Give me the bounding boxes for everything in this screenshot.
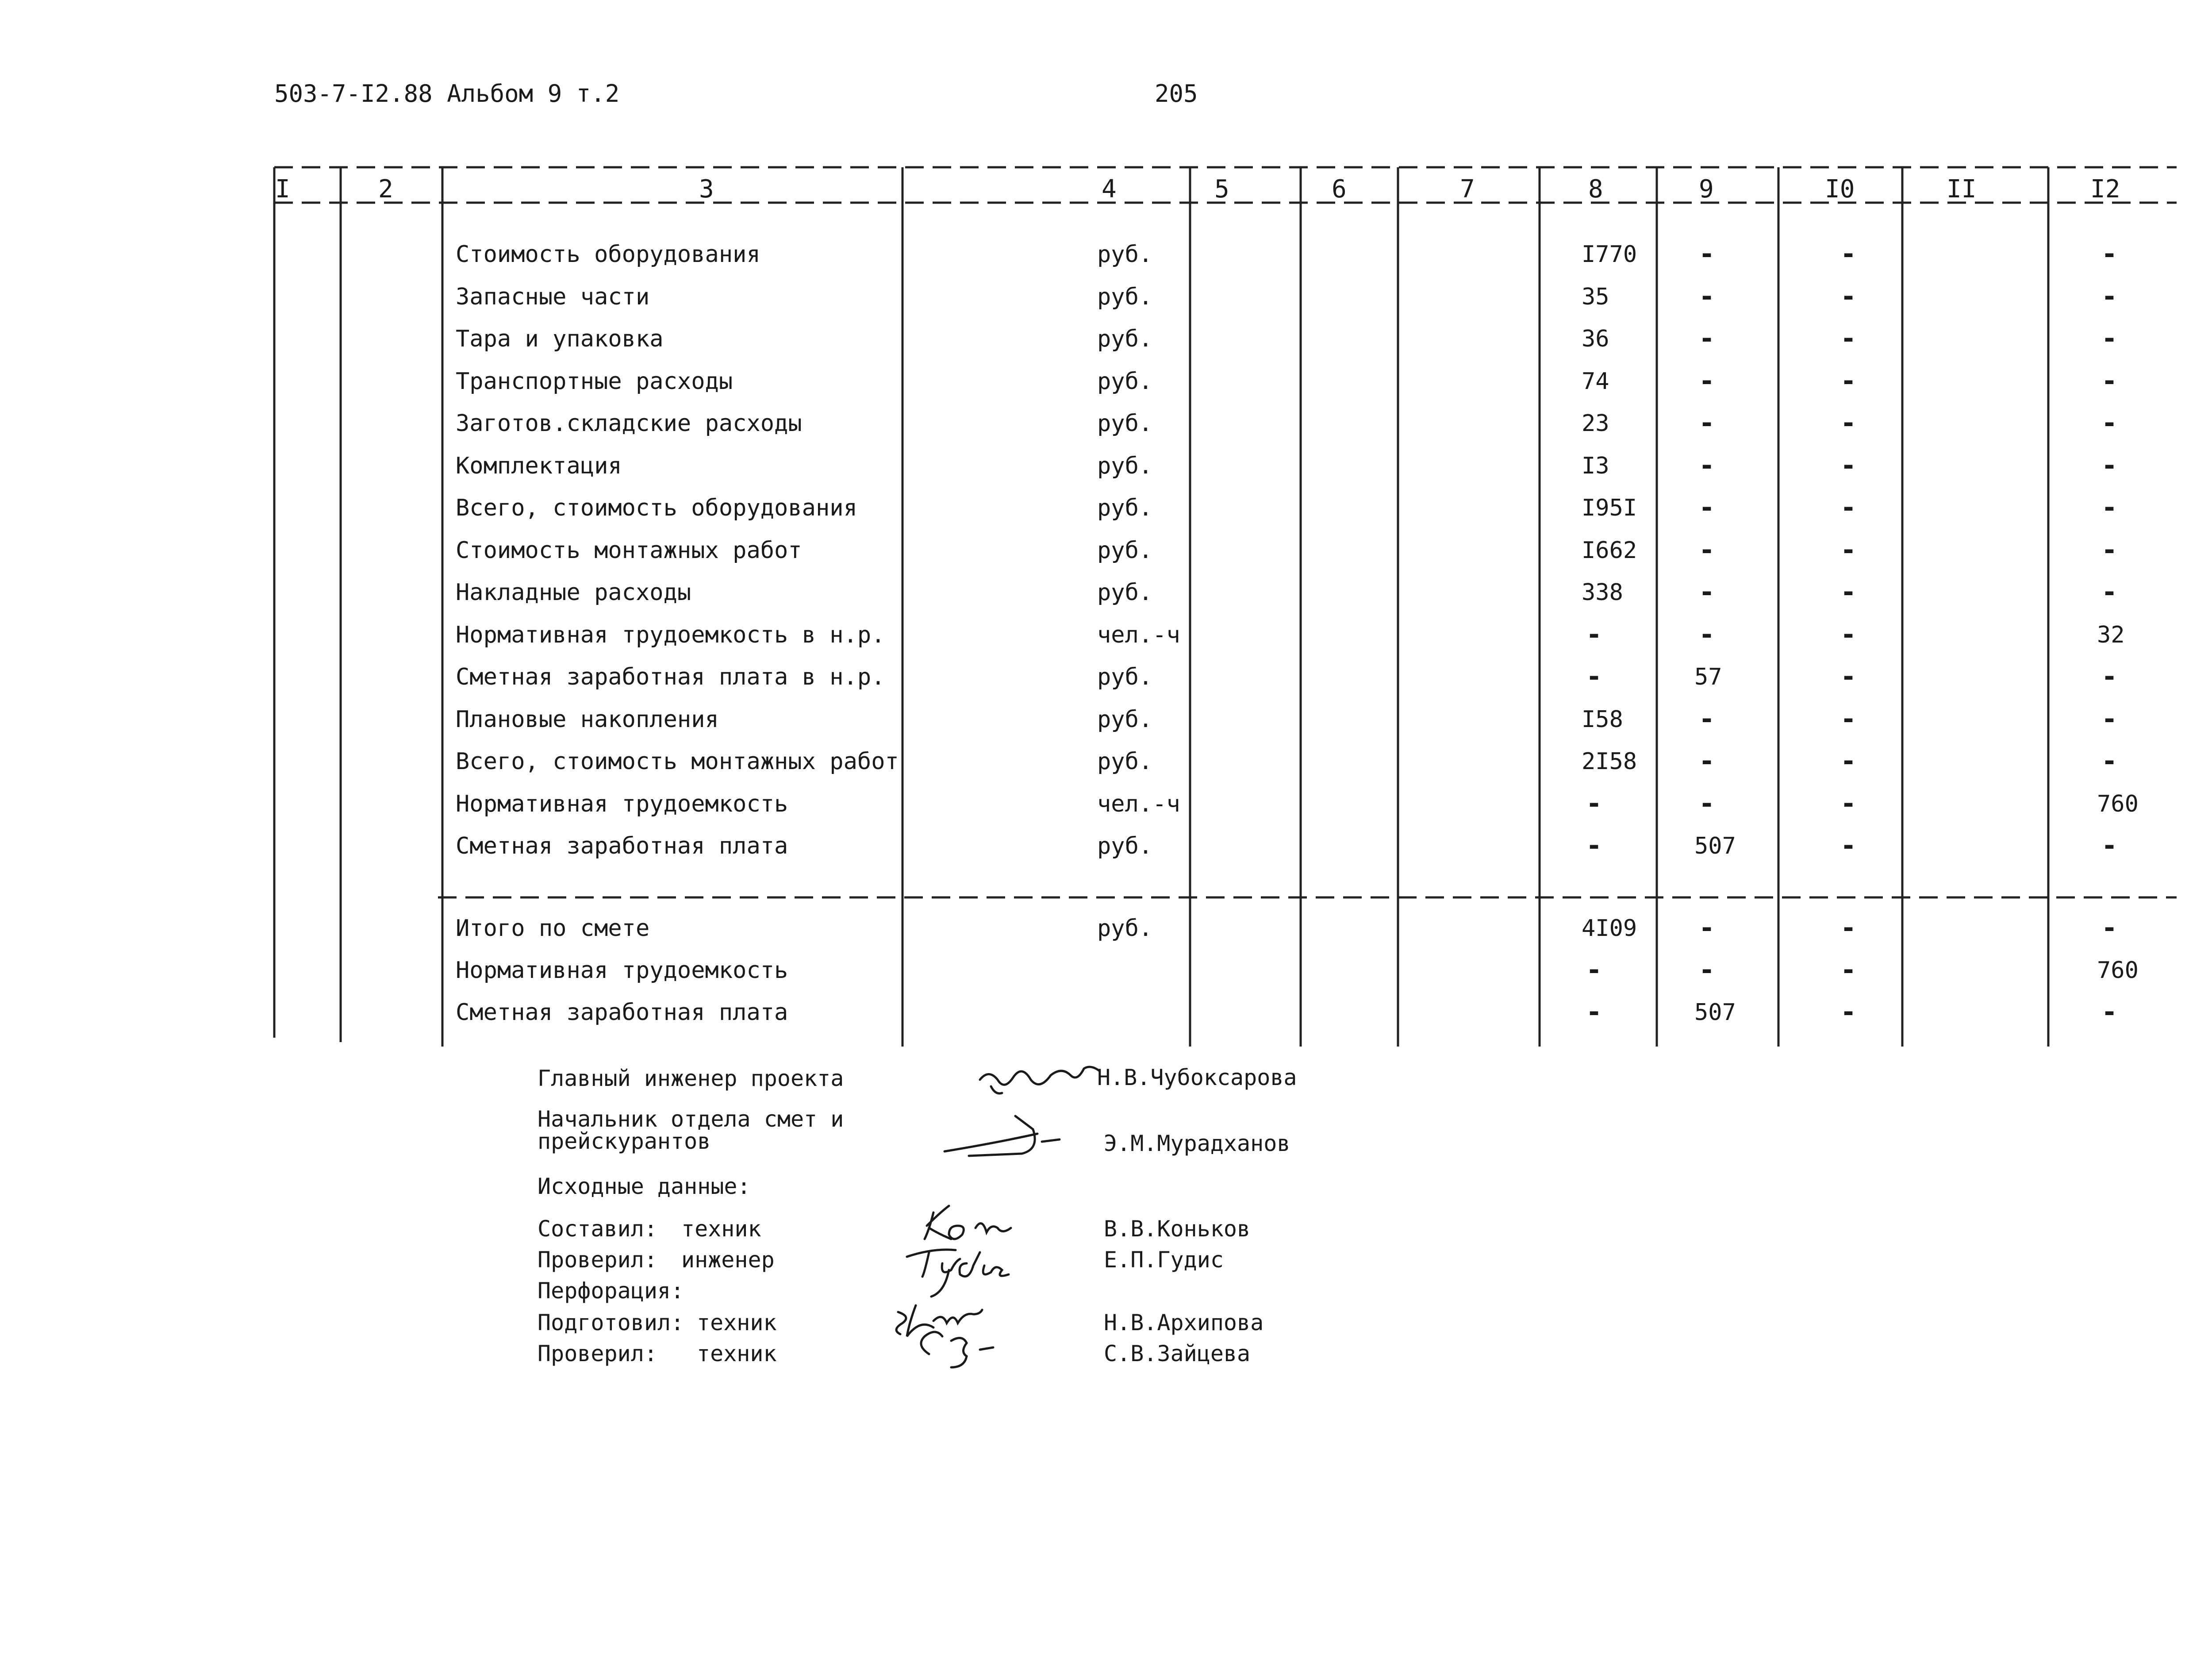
row-unit: руб. (1097, 283, 1153, 310)
row-col9: - (1699, 408, 1715, 439)
row-col10: - (1840, 997, 1857, 1027)
checked2-label: Проверил: (538, 1341, 657, 1366)
row-col8: I3 (1582, 452, 1609, 479)
col-header-6: 6 (1332, 175, 1347, 204)
row-unit: руб. (1097, 495, 1153, 521)
row-unit: руб. (1097, 706, 1153, 733)
row-unit: руб. (1097, 579, 1153, 606)
checked2-role: техник (697, 1341, 777, 1366)
row-col8: I95I (1582, 495, 1637, 521)
row-col10: - (1840, 577, 1857, 608)
row-unit: руб. (1097, 537, 1153, 564)
col-header-2: 2 (378, 175, 393, 204)
row-name: Тара и упаковка (456, 326, 664, 352)
col-header-3: 3 (699, 175, 714, 204)
chief-engineer-name: Н.В.Чубоксарова (1097, 1065, 1297, 1090)
document-code: 503-7-I2.88 Альбом 9 т.2 (274, 80, 620, 108)
row-name: Запасные части (456, 283, 650, 310)
col-header-5: 5 (1214, 175, 1229, 204)
row-col12: - (2101, 830, 2118, 861)
row-name: Итого по смете (456, 915, 650, 942)
row-col12: - (2101, 577, 2118, 608)
checked1-role: инженер (681, 1247, 775, 1273)
compiled-role: техник (681, 1216, 761, 1242)
row-col10: - (1840, 830, 1857, 861)
prepared-role: техник (697, 1310, 777, 1335)
dept-head-name: Э.М.Мурадханов (1104, 1131, 1290, 1156)
col-header-7: 7 (1460, 175, 1475, 204)
row-unit: руб. (1097, 410, 1153, 437)
row-col8: - (1586, 788, 1602, 819)
row-col8: 23 (1582, 410, 1609, 437)
row-name: Сметная заработная плата в н.р. (456, 664, 885, 690)
signature-compiled (925, 1206, 1011, 1239)
row-col12: - (2101, 661, 2118, 692)
row-col9: - (1699, 492, 1715, 523)
signature-chief-engineer (980, 1067, 1099, 1085)
chief-engineer-label: Главный инженер проекта (538, 1066, 844, 1091)
row-col9: - (1699, 281, 1715, 312)
row-unit: руб. (1097, 748, 1153, 775)
row-col8: - (1586, 954, 1602, 985)
row-col8: 74 (1582, 368, 1609, 395)
row-name: Накладные расходы (456, 579, 691, 606)
row-unit: чел.-ч (1097, 790, 1180, 817)
row-col10: - (1840, 703, 1857, 735)
row-col10: - (1840, 534, 1857, 566)
row-col10: - (1840, 450, 1857, 481)
signature-prepared (896, 1305, 982, 1336)
row-name: Плановые накопления (456, 706, 719, 733)
row-col12: - (2101, 997, 2118, 1027)
row-col9: - (1699, 619, 1715, 650)
row-name: Нормативная трудоемкость (456, 790, 788, 817)
row-col9: - (1699, 534, 1715, 566)
row-col10: - (1840, 912, 1857, 943)
row-col10: - (1840, 954, 1857, 985)
row-name: Сметная заработная плата (456, 833, 788, 859)
row-col9: 57 (1694, 664, 1722, 690)
row-unit: руб. (1097, 915, 1153, 942)
row-col10: - (1840, 323, 1857, 354)
row-col9: - (1699, 703, 1715, 735)
row-col9: 507 (1694, 999, 1736, 1026)
row-col12: - (2101, 912, 2118, 943)
row-col9: - (1699, 577, 1715, 608)
row-col10: - (1840, 239, 1857, 269)
row-col9: - (1699, 788, 1715, 819)
row-name: Стоимость монтажных работ (456, 537, 802, 564)
row-col12: - (2101, 492, 2118, 523)
row-name: Нормативная трудоемкость (456, 957, 788, 984)
row-col9: - (1699, 912, 1715, 943)
col-header-9: 9 (1699, 175, 1714, 204)
row-col8: 2I58 (1582, 748, 1637, 775)
row-col12: - (2101, 239, 2118, 269)
col-header-12: I2 (2090, 175, 2120, 204)
col-header-11: II (1947, 175, 1977, 204)
checked1-label: Проверил: (538, 1247, 657, 1273)
row-col8: - (1586, 619, 1602, 650)
row-col8: - (1586, 830, 1602, 861)
signature-dept-head (945, 1116, 1060, 1156)
row-col8: 35 (1582, 283, 1609, 310)
row-col10: - (1840, 788, 1857, 819)
dept-head-label-line1: Начальник отдела смет и (538, 1106, 844, 1132)
row-unit: руб. (1097, 452, 1153, 479)
col-header-8: 8 (1588, 175, 1603, 204)
col-header-4: 4 (1102, 175, 1117, 204)
prepared-label: Подготовил: (538, 1310, 684, 1335)
row-col8: 36 (1582, 326, 1609, 352)
row-col12: - (2101, 408, 2118, 439)
checked2-name: С.В.Зайцева (1104, 1341, 1251, 1366)
row-name: Всего, стоимость оборудования (456, 495, 857, 521)
row-col10: - (1840, 492, 1857, 523)
row-col12: 32 (2097, 621, 2125, 648)
row-name: Транспортные расходы (456, 368, 733, 395)
row-unit: чел.-ч (1097, 621, 1180, 648)
row-col9: - (1699, 239, 1715, 269)
row-col9: - (1699, 365, 1715, 396)
signature-checked2 (921, 1332, 993, 1367)
row-col10: - (1840, 408, 1857, 439)
row-col10: - (1840, 281, 1857, 312)
row-col12: - (2101, 746, 2118, 777)
prepared-name: Н.В.Архипова (1104, 1310, 1264, 1335)
row-col9: - (1699, 954, 1715, 985)
compiled-label: Составил: (538, 1216, 657, 1242)
perforation-label: Перфорация: (538, 1278, 684, 1304)
row-col12: 760 (2097, 790, 2139, 817)
row-unit: руб. (1097, 326, 1153, 352)
row-unit: руб. (1097, 241, 1153, 268)
row-col12: - (2101, 450, 2118, 481)
row-col8: - (1586, 661, 1602, 692)
row-col10: - (1840, 746, 1857, 777)
row-col8: I58 (1582, 706, 1623, 733)
checked1-name: Е.П.Гудис (1104, 1247, 1224, 1273)
row-name: Всего, стоимость монтажных работ (456, 748, 899, 775)
signature-checked1 (907, 1250, 1009, 1297)
row-col8: 338 (1582, 579, 1623, 606)
row-col12: - (2101, 281, 2118, 312)
row-name: Стоимость оборудования (456, 241, 760, 268)
row-name: Сметная заработная плата (456, 999, 788, 1026)
row-col10: - (1840, 365, 1857, 396)
row-col9: - (1699, 323, 1715, 354)
row-col8: I662 (1582, 537, 1637, 564)
row-col9: - (1699, 746, 1715, 777)
row-unit: руб. (1097, 833, 1153, 859)
row-col8: I770 (1582, 241, 1637, 268)
row-name: Нормативная трудоемкость в н.р. (456, 621, 885, 648)
row-col12: - (2101, 365, 2118, 396)
dept-head-label-line2: прейскурантов (538, 1128, 711, 1154)
row-unit: руб. (1097, 664, 1153, 690)
row-col8: - (1586, 997, 1602, 1027)
row-col12: - (2101, 703, 2118, 735)
row-col10: - (1840, 619, 1857, 650)
page-number: 205 (1155, 80, 1198, 108)
row-col8: 4I09 (1582, 915, 1637, 942)
row-col12: - (2101, 534, 2118, 566)
row-col10: - (1840, 661, 1857, 692)
col-header-1: I (275, 175, 290, 204)
row-col12: 760 (2097, 957, 2139, 984)
row-col9: 507 (1694, 833, 1736, 859)
row-name: Комплектация (456, 452, 622, 479)
compiled-name: В.В.Коньков (1104, 1216, 1251, 1242)
row-name: Заготов.складские расходы (456, 410, 802, 437)
row-col9: - (1699, 450, 1715, 481)
row-unit: руб. (1097, 368, 1153, 395)
source-data-label: Исходные данные: (538, 1174, 751, 1199)
col-header-10: I0 (1825, 175, 1855, 204)
row-col12: - (2101, 323, 2118, 354)
